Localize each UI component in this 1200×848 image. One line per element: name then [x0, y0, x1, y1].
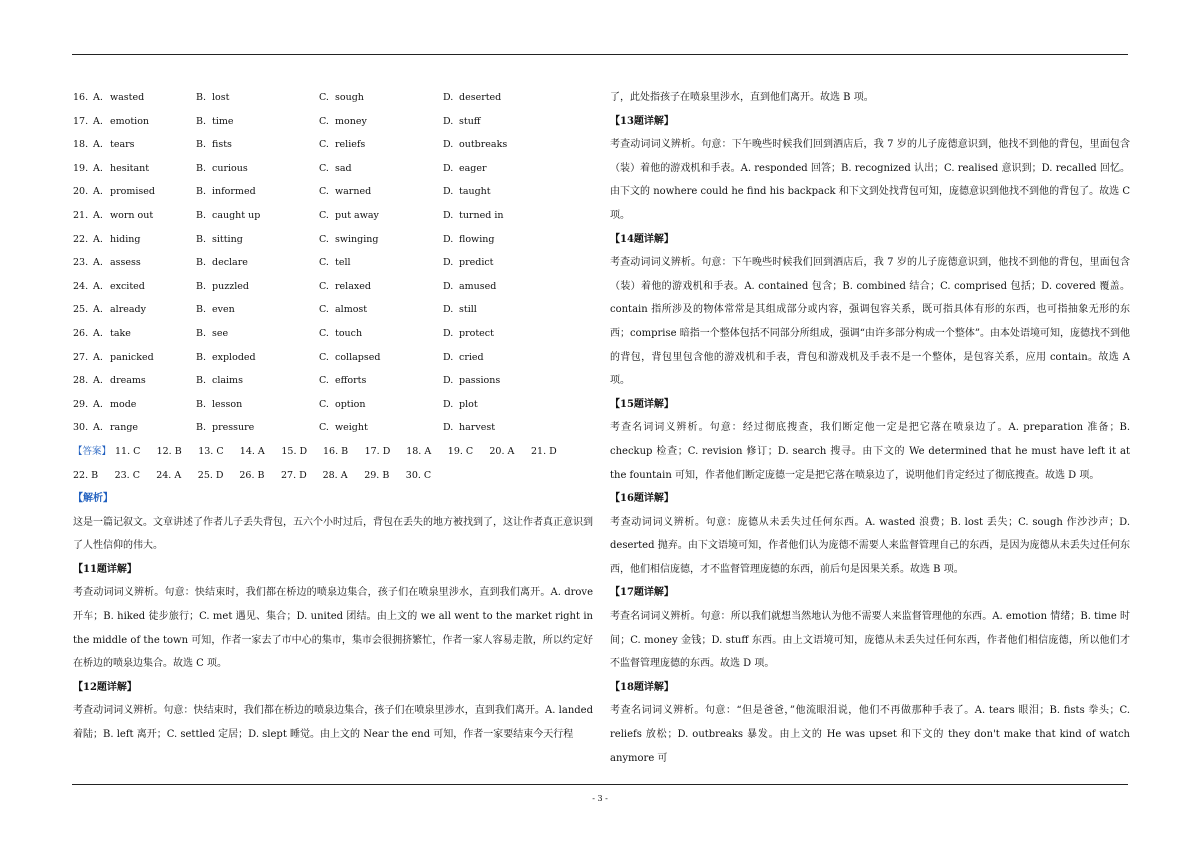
option-c-text: touch [335, 327, 363, 339]
option-c-text: efforts [335, 375, 367, 387]
answer-item: 17. D [364, 445, 391, 457]
option-c-text: relaxed [335, 280, 371, 292]
option-letter: B. [196, 327, 207, 339]
option-letter: A. [93, 209, 103, 221]
option-letter: A. [93, 115, 103, 127]
option-letter: B. [196, 92, 207, 103]
option-d-text: cried [459, 351, 484, 363]
option-letter: A. [93, 233, 103, 245]
option-letter: C. [319, 115, 329, 127]
option-letter: B. [196, 422, 207, 434]
page-number: - 3 - [592, 794, 608, 803]
option-a-text: take [110, 327, 131, 339]
option-letter: B. [196, 139, 207, 151]
question-number: 29. [73, 398, 89, 410]
option-row [73, 133, 593, 157]
option-a-text: hesitant [110, 162, 150, 174]
option-d-text: still [459, 304, 477, 316]
option-row [73, 180, 593, 204]
option-letter: C. [319, 351, 329, 363]
option-letter: B. [196, 257, 207, 269]
section-heading: 【18题详解】 [610, 681, 674, 693]
option-c-text: reliefs [335, 139, 366, 151]
left-column [73, 86, 593, 747]
option-letter: C. [319, 327, 329, 339]
option-letter: A. [93, 375, 103, 387]
answer-row [73, 464, 593, 488]
answer-item: 29. B [364, 469, 390, 481]
option-letter: C. [319, 209, 329, 221]
option-c-text: sad [335, 162, 352, 174]
option-letter: C. [319, 375, 329, 387]
answer-row [73, 440, 593, 464]
option-a-text: already [110, 304, 146, 316]
option-c-text: swinging [335, 233, 379, 245]
answer-item: 22. B [73, 469, 99, 481]
option-letter: A. [93, 422, 103, 434]
answer-item: 12. B [156, 445, 182, 457]
option-a-text: dreams [110, 375, 146, 387]
question-number: 28. [73, 375, 89, 387]
paragraph: 考查动词词义辨析。句意：快结束时，我们都在桥边的喷泉边集合，孩子们在喷泉里涉水，直到我们离开。A. drove 开车；B. hiked 徒步旅行；C. met 遇见、集合；D. united 团结。由上文的 we all went to the market right in the middle of the town 可知，作者一家去了市中心的集市，集市会很拥挤繁忙，作者一家人容易走散，所以约定好在桥边的喷泉边集合。故选 C 项。 [73, 587, 593, 670]
answer-item: 27. D [281, 469, 307, 481]
option-letter: D. [443, 351, 454, 363]
answer-item: 18. A [406, 445, 432, 457]
answer-item: 21. D [531, 445, 557, 457]
option-letter: D. [443, 92, 454, 103]
option-letter: A. [93, 351, 103, 363]
option-row [73, 369, 593, 393]
option-a-text: excited [110, 280, 145, 292]
option-c-text: money [335, 115, 367, 127]
option-b-text: exploded [212, 351, 256, 363]
question-number: 24. [73, 280, 89, 292]
paragraph: 考查动词词义辨析。句意：庞德从未丢失过任何东西。A. wasted 浪费；B. lost 丢失；C. sough 作沙沙声；D. deserted 抛弃。由下文语境可知，作者他们认为庞德不需要人来监督管理自己的东西，是因为庞德从未丢失过任何东西，他们相信庞德，才不监督管理庞德的东西，前后句是因果关系。故选 B 项。 [610, 516, 1130, 575]
option-c-text: sough [335, 92, 364, 103]
section-heading: 【12题详解】 [73, 681, 137, 693]
option-letter: A. [93, 162, 103, 174]
option-letter: D. [443, 115, 454, 127]
option-b-text: informed [212, 186, 256, 198]
paragraph: 考查名词词义辨析。句意：所以我们就想当然地认为他不需要人来监督管理他的东西。A. emotion 情绪；B. time 时间；C. money 金钱；D. stuff 东西。由上文语境可知，庞德从未丢失过任何东西，作者他们相信庞德，所以他们才不监督管理庞德的东西。故选 D 项。 [610, 611, 1130, 670]
option-letter: B. [196, 115, 207, 127]
option-letter: C. [319, 186, 329, 198]
answer-label: 【答案】 [73, 445, 112, 457]
question-number: 23. [73, 257, 89, 269]
option-a-text: mode [110, 398, 137, 410]
option-letter: A. [93, 92, 103, 103]
header-rule [72, 54, 1128, 55]
answer-item: 20. A [489, 445, 515, 457]
option-row [73, 251, 593, 275]
option-letter: D. [443, 398, 454, 410]
option-letter: C. [319, 233, 329, 245]
option-c-text: almost [335, 304, 368, 316]
option-row [73, 346, 593, 370]
option-b-text: puzzled [212, 280, 249, 292]
question-number: 16. [73, 92, 89, 103]
option-letter: A. [93, 398, 103, 410]
option-d-text: passions [459, 375, 501, 387]
answer-item: 23. C [114, 469, 140, 481]
option-d-text: plot [459, 398, 478, 410]
option-row [73, 157, 593, 181]
option-letter: D. [443, 233, 454, 245]
option-letter: D. [443, 186, 454, 198]
option-b-text: fists [212, 139, 232, 151]
section-heading: 【13题详解】 [610, 115, 674, 127]
option-letter: C. [319, 422, 329, 434]
answer-item: 14. A [239, 445, 265, 457]
option-letter: C. [319, 92, 329, 103]
option-b-text: lesson [212, 398, 243, 410]
option-d-text: predict [459, 257, 494, 269]
option-a-text: assess [110, 257, 141, 269]
option-b-text: curious [212, 162, 248, 174]
option-c-text: option [335, 398, 366, 410]
answer-item: 13. C [198, 445, 224, 457]
option-letter: D. [443, 280, 454, 292]
option-letter: C. [319, 139, 329, 151]
option-b-text: sitting [212, 233, 243, 245]
option-letter: B. [196, 304, 207, 316]
option-letter: A. [93, 257, 103, 269]
option-letter: B. [196, 209, 207, 221]
option-a-text: worn out [110, 209, 154, 221]
option-a-text: hiding [110, 233, 141, 245]
option-letter: D. [443, 257, 454, 269]
option-row [73, 86, 593, 110]
option-row [73, 204, 593, 228]
option-letter: B. [196, 162, 207, 174]
paragraph: 考查名词词义辨析。句意：经过彻底搜查，我们断定他一定是把它落在喷泉边了。A. preparation 准备；B. checkup 检查；C. revision 修订；D. search 搜寻。由下文的 We determined that he must have left it at the fountain 可知，作者他们断定庞德一定是把它落在喷泉边了，说明他们肯定经过了彻底搜查。故选 D 项。 [610, 422, 1130, 481]
question-number: 17. [73, 115, 89, 127]
option-letter: B. [196, 186, 207, 198]
question-number: 25. [73, 304, 89, 316]
left-body [73, 511, 593, 747]
answer-item: 25. D [197, 469, 224, 481]
paragraph: 考查名词词义辨析。句意：“但是爸爸，”他流眼泪说，他们不再做那种手表了。A. tears 眼泪；B. fists 拳头；C. reliefs 放松；D. outbreaks 暴发。由上文的 He was upset 和下文的 they don't make that kind of watch anymore 可 [610, 705, 1130, 764]
question-number: 22. [73, 233, 89, 245]
option-letter: A. [93, 139, 103, 151]
option-c-text: collapsed [335, 351, 381, 363]
option-c-text: tell [335, 257, 351, 269]
option-b-text: lost [212, 92, 230, 103]
option-d-text: taught [459, 186, 491, 198]
answer-block [73, 440, 593, 487]
option-a-text: emotion [110, 115, 150, 127]
answer-item: 11. C [115, 445, 141, 457]
option-d-text: stuff [459, 115, 481, 127]
answer-item: 19. C [447, 445, 474, 457]
section-heading: 【17题详解】 [610, 587, 674, 599]
option-d-text: amused [459, 280, 497, 292]
option-b-text: pressure [212, 422, 255, 434]
option-letter: B. [196, 375, 207, 387]
option-d-text: eager [459, 162, 487, 174]
option-b-text: declare [212, 257, 248, 269]
option-letter: B. [196, 280, 207, 292]
answer-item: 24. A [156, 469, 182, 481]
question-number: 21. [73, 209, 89, 221]
option-a-text: wasted [110, 92, 145, 103]
option-letter: A. [93, 327, 103, 339]
option-letter: D. [443, 375, 454, 387]
question-number: 20. [73, 186, 89, 198]
option-letter: D. [443, 209, 454, 221]
section-heading: 【14题详解】 [610, 233, 674, 245]
option-d-text: outbreaks [459, 139, 508, 151]
option-row [73, 110, 593, 134]
answer-item: 15. D [281, 445, 308, 457]
option-b-text: see [212, 327, 229, 339]
answer-item: 28. A [322, 469, 348, 481]
option-d-text: harvest [459, 422, 496, 434]
option-row [73, 275, 593, 299]
option-c-text: warned [335, 186, 372, 198]
option-letter: D. [443, 422, 454, 434]
option-b-text: claims [212, 375, 243, 387]
option-row [73, 322, 593, 346]
option-row [73, 298, 593, 322]
option-d-text: flowing [459, 233, 495, 245]
option-b-text: even [212, 304, 235, 316]
question-number: 27. [73, 351, 89, 363]
option-letter: D. [443, 304, 454, 316]
answer-item: 26. B [239, 469, 265, 481]
option-row [73, 228, 593, 252]
answer-item: 30. C [405, 469, 432, 481]
question-number: 30. [73, 422, 89, 434]
option-letter: B. [196, 233, 207, 245]
option-c-text: put away [335, 209, 379, 221]
option-d-text: deserted [459, 92, 502, 103]
option-b-text: time [212, 115, 234, 127]
option-d-text: turned in [459, 209, 504, 221]
right-column [610, 86, 1130, 770]
option-letter: A. [93, 280, 103, 292]
option-letter: B. [196, 398, 207, 410]
paragraph: 考查动词词义辨析。句意：下午晚些时候我们回到酒店后，我 7 岁的儿子庞德意识到，他找不到他的背包，里面包含（装）着他的游戏机和手表。A. responded 回答；B. recognized 认出；C. realised 意识到；D. recalled 回忆。由下文的 nowhere could he find his backpack 和下文到处找背包可知，庞德意识到他找不到他的背包了。故选 C 项。 [610, 139, 1130, 221]
paragraph: 考查动词词义辨析。句意：下午晚些时候我们回到酒店后，我 7 岁的儿子庞德意识到，他找不到他的背包，里面包含（装）着他的游戏机和手表。A. contained 包含；B. combined 结合；C. comprised 包括；D. covered 覆盖。contain 指所涉及的物体常常是其组成部分或内容，强调包容关系，既可指具体有形的东西，也可指抽象无形的东西；comprise 暗指一个整体包括不同部分所组成，强调“由许多部分构成一个整体”。由本处语境可知，庞德找不到他的背包，背包里包含他的游戏机和手表，背包和游戏机及手表不是一个整体，是包容关系，应用 contain。故选 A 项。 [610, 257, 1130, 387]
option-letter: C. [319, 304, 329, 316]
section-heading: 【16题详解】 [610, 493, 674, 505]
option-letter: A. [93, 304, 103, 316]
option-letter: C. [319, 398, 329, 410]
question-number: 19. [73, 162, 89, 174]
option-a-text: range [110, 422, 139, 434]
option-letter: D. [443, 327, 454, 339]
option-a-text: promised [110, 186, 155, 198]
section-heading: 【15题详解】 [610, 398, 674, 410]
options-table [73, 86, 593, 440]
option-letter: D. [443, 139, 454, 151]
analysis-label: 【解析】 [73, 493, 113, 505]
paragraph: 这是一篇记叙文。文章讲述了作者儿子丢失背包，五六个小时过后，背包在丢失的地方被找到了，这让作者真正意识到了人性信仰的伟大。 [73, 516, 593, 552]
question-number: 26. [73, 327, 89, 339]
option-letter: C. [319, 257, 329, 269]
paragraph: 了，此处指孩子在喷泉里涉水，直到他们离开。故选 B 项。 [610, 92, 874, 103]
option-letter: A. [93, 186, 103, 198]
option-b-text: caught up [212, 209, 261, 221]
answer-item: 16. B [323, 445, 349, 457]
right-body [610, 86, 1130, 770]
footer-rule [72, 784, 1128, 785]
option-row [73, 393, 593, 417]
option-letter: C. [319, 162, 329, 174]
option-row [73, 416, 593, 440]
paragraph: 考查动词词义辨析。句意：快结束时，我们都在桥边的喷泉边集合，孩子们在喷泉里涉水，直到我们离开。A. landed 着陆；B. left 离开；C. settled 定居；D. slept 睡觉。由上文的 Near the end 可知，作者一家要结束今天行程 [73, 705, 593, 741]
option-a-text: panicked [110, 351, 154, 363]
option-letter: C. [319, 280, 329, 292]
option-d-text: protect [459, 327, 494, 339]
option-c-text: weight [335, 422, 368, 434]
section-heading: 【11题详解】 [73, 563, 137, 575]
option-letter: D. [443, 162, 454, 174]
option-letter: B. [196, 351, 207, 363]
question-number: 18. [73, 139, 89, 151]
option-a-text: tears [110, 139, 135, 151]
